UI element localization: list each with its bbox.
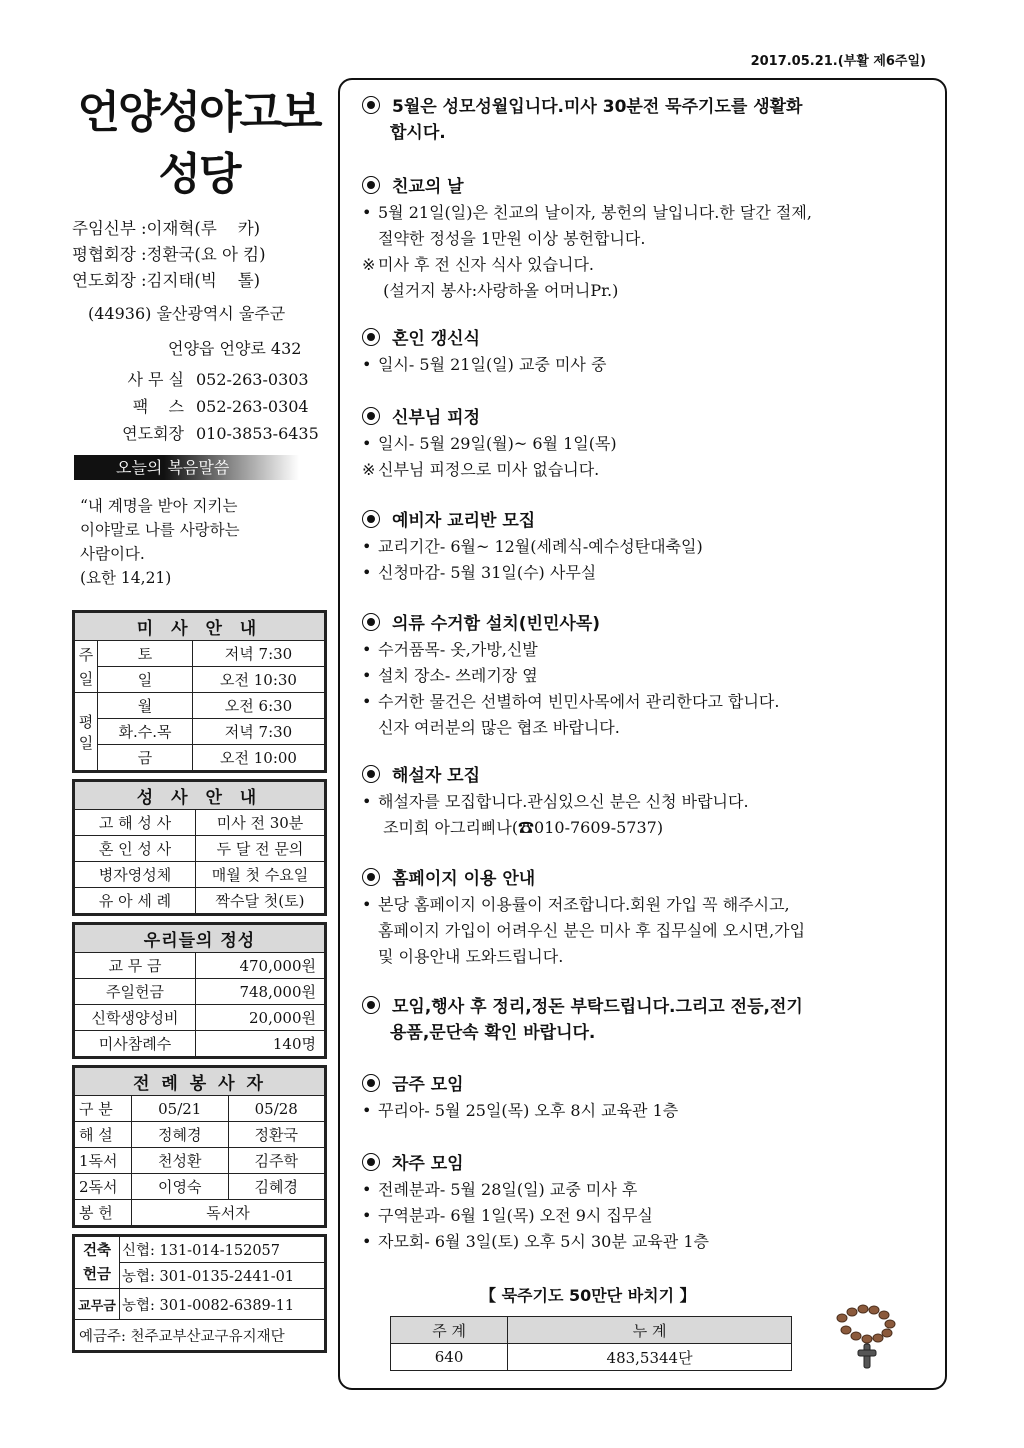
notice-board xyxy=(338,78,947,1390)
rosary-table: 주 계 누 계 640 483,5344단 xyxy=(390,1316,792,1371)
address: (44936) 울산광역시 울주군 언양읍 언양로 432 xyxy=(88,304,302,358)
notice-priest-retreat: 신부님 피정 • 일시- 5월 29일(월)~ 6월 1일(목) ※ 신부님 피정으로 미사 없습니다. xyxy=(362,408,617,479)
rosary-campaign-title: 【 묵주기도 50만단 바치기 】 xyxy=(480,1286,696,1305)
bullet-target-icon xyxy=(362,613,380,631)
parish-title: 언양성야고보 성당 xyxy=(77,87,321,200)
bullet-target-icon xyxy=(362,510,380,528)
rosary-weekly: 640 xyxy=(391,1344,508,1371)
bullet-target-icon xyxy=(362,407,380,425)
notice-rosary-month: 5월은 성모성월입니다.미사 30분전 묵주기도를 생활화 합시다. xyxy=(362,94,942,146)
rosary-total: 483,5344단 xyxy=(508,1344,792,1371)
staff-list xyxy=(72,216,326,294)
sacrament-schedule: 성 사 안 내 고 해 성 사 미사 전 30분 혼 인 성 사 두 달 전 문의 병자영성체 매월 첫 수요일 유 아 세 례 짝수달 첫(토) xyxy=(72,779,327,916)
account-due: 농협: 301-0082-6389-11 xyxy=(120,1289,325,1320)
bullet-target-icon xyxy=(362,176,380,194)
notice-fellowship-day: 친교의 날 • 5월 21일(일)은 친교의 날이자, 봉헌의 날입니다.한 달간 절제, 절약한 정성을 1만원 이상 봉헌합니다. ※ 미사 후 전 신자 식사 있습니다. (설거지 봉사:사랑하올 어머니Pr.) xyxy=(362,177,812,300)
notice-wedding-renewal: 혼인 갱신식 • 일시- 5월 21일(일) 교중 미사 중 xyxy=(362,329,607,374)
notice-commentator: 해설자 모집 • 해설자를 모집합니다.관심있으신 분은 신청 바랍니다. 조미희 아그리삐나(☎010-7609-5737) xyxy=(362,766,749,837)
account-holder: 예금주: 천주교부산교구유지재단 xyxy=(75,1320,325,1351)
offerings-table: 우리들의 정성 교 무 금 470,000원 주일헌금 748,000원 신학생양성비 20,000원 미사참례수 140명 xyxy=(72,922,327,1059)
gospel-header: 오늘의 복음말씀 xyxy=(74,455,299,480)
notice-cleanup: 모임,행사 후 정리,정돈 부탁드립니다.그리고 전등,전기 용품,문단속 확인 바랍니다. xyxy=(362,994,942,1046)
notice-homepage: 홈페이지 이용 안내 • 본당 홈페이지 이용률이 저조합니다.회원 가입 꼭 해주시고, 홈페이지 가입이 어려우신 분은 미사 후 집무실에 오시면,가입 및 이용안내 도와드립니다. xyxy=(362,869,806,966)
rosary-icon xyxy=(832,1300,904,1372)
bank-accounts: 건축 헌금 신협: 131-014-152057 농협: 301-0135-2441-01 교무금 농협: 301-0082-6389-11 예금주: 천주교부산교구유지재단 xyxy=(72,1234,327,1353)
staff-yeondo: 연도회장 :김지태(빅 톨) xyxy=(72,271,261,290)
bullet-target-icon xyxy=(362,96,380,114)
staff-council: 평협회장 :정환국(요 아 킴) xyxy=(72,245,266,264)
staff-pastor: 주임신부 :이재혁(루 카) xyxy=(72,219,261,238)
bullet-target-icon xyxy=(362,1153,380,1171)
bullet-target-icon xyxy=(362,328,380,346)
left-column xyxy=(72,80,326,1353)
contacts: 사 무 실 052-263-0303 팩 스 052-263-0304 연도회장 010-3853-6435 xyxy=(72,366,326,447)
gospel-text: “내 계명을 받아 지키는 이야말로 나를 사랑하는 사람이다. (요한 14,21) xyxy=(80,497,240,587)
phone-yeondo[interactable]: 010-3853-6435 xyxy=(196,424,319,443)
mass-schedule: 미 사 안 내 주일 토 저녁 7:30 일 오전 10:30 평일 월 오전 6:30 화.수.목 저녁 7:30 금 오전 10:00 xyxy=(72,610,327,773)
fax-number: 052-263-0304 xyxy=(196,397,309,416)
notice-next-week: 차주 모임 • 전례분과- 5월 28일(일) 교중 미사 후 • 구역분과- 6월 1일(목) 오전 9시 집무실 • 자모회- 6월 3일(토) 오후 5시 30분 교육관 1층 xyxy=(362,1154,709,1251)
notice-clothing-bin: 의류 수거함 설치(빈민사목) • 수거품목- 옷,가방,신발 • 설치 장소- 쓰레기장 옆 • 수거한 물건은 선별하여 빈민사목에서 관리한다고 합니다. 신자 여러분의 많은 협조 바랍니다. xyxy=(362,614,780,737)
issue-date: 2017.05.21.(부활 제6주일) xyxy=(750,54,926,69)
account-build-1: 신협: 131-014-152057 xyxy=(120,1237,325,1263)
notice-this-week: 금주 모임 • 꾸리아- 5월 25일(목) 오후 8시 교육관 1층 xyxy=(362,1075,679,1120)
bullet-target-icon xyxy=(362,996,380,1014)
mass-title: 미 사 안 내 xyxy=(75,613,325,641)
phone-office[interactable]: 052-263-0303 xyxy=(196,370,309,389)
bullet-target-icon xyxy=(362,1074,380,1092)
bullet-target-icon xyxy=(362,868,380,886)
notice-catechumen: 예비자 교리반 모집 • 교리기간- 6월~ 12월(세례식-예수성탄대축일) • 신청마감- 5월 31일(수) 사무실 xyxy=(362,511,703,582)
liturgy-servers: 전 례 봉 사 자 구 분 05/21 05/28 해 설 정혜경 정환국 1독서 천성환 김주학 2독서 이영숙 김혜경 봉 헌 독서자 xyxy=(72,1065,327,1228)
bullet-target-icon xyxy=(362,765,380,783)
account-build-2: 농협: 301-0135-2441-01 xyxy=(120,1263,325,1289)
